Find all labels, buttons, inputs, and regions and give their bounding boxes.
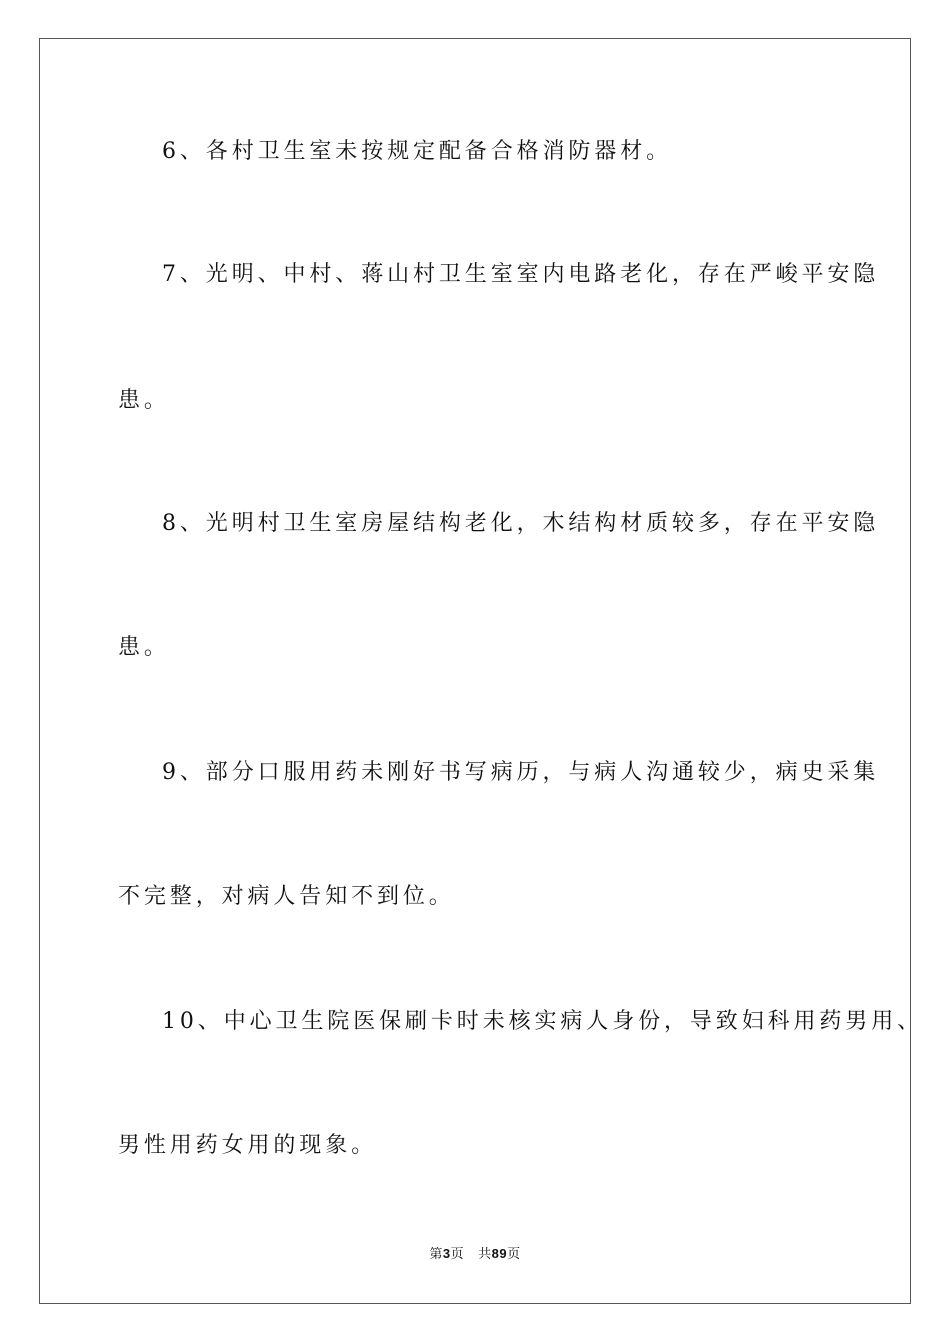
paragraph-line: 10、中心卫生院医保刷卡时未核实病人身份，导致妇科用药男用、 [162, 1009, 923, 1034]
paragraph-line: 患。 [118, 635, 170, 660]
paragraph-line: 男性用药女用的现象。 [118, 1133, 378, 1158]
page-number: 3 [442, 1246, 451, 1261]
page-suffix: 页 [450, 1247, 465, 1262]
paragraph-line: 不完整，对病人告知不到位。 [118, 884, 455, 909]
total-suffix: 页 [507, 1247, 521, 1262]
page-border [39, 38, 911, 1304]
paragraph-line: 9、部分口服用药未刚好书写病历，与病人沟通较少，病史采集 [162, 760, 880, 785]
paragraph-line: 6、各村卫生室未按规定配备合格消防器材。 [162, 139, 672, 164]
page-footer [0, 1244, 950, 1265]
paragraph-line: 8、光明村卫生室房屋结构老化，木结构材质较多，存在平安隐 [162, 511, 880, 536]
page-prefix: 第 [429, 1247, 443, 1262]
paragraph-line: 7、光明、中村、蒋山村卫生室室内电路老化，存在严峻平安隐 [162, 262, 880, 287]
total-pages: 89 [491, 1246, 508, 1261]
paragraph-line: 患。 [118, 388, 170, 413]
total-prefix: 共 [478, 1247, 492, 1262]
